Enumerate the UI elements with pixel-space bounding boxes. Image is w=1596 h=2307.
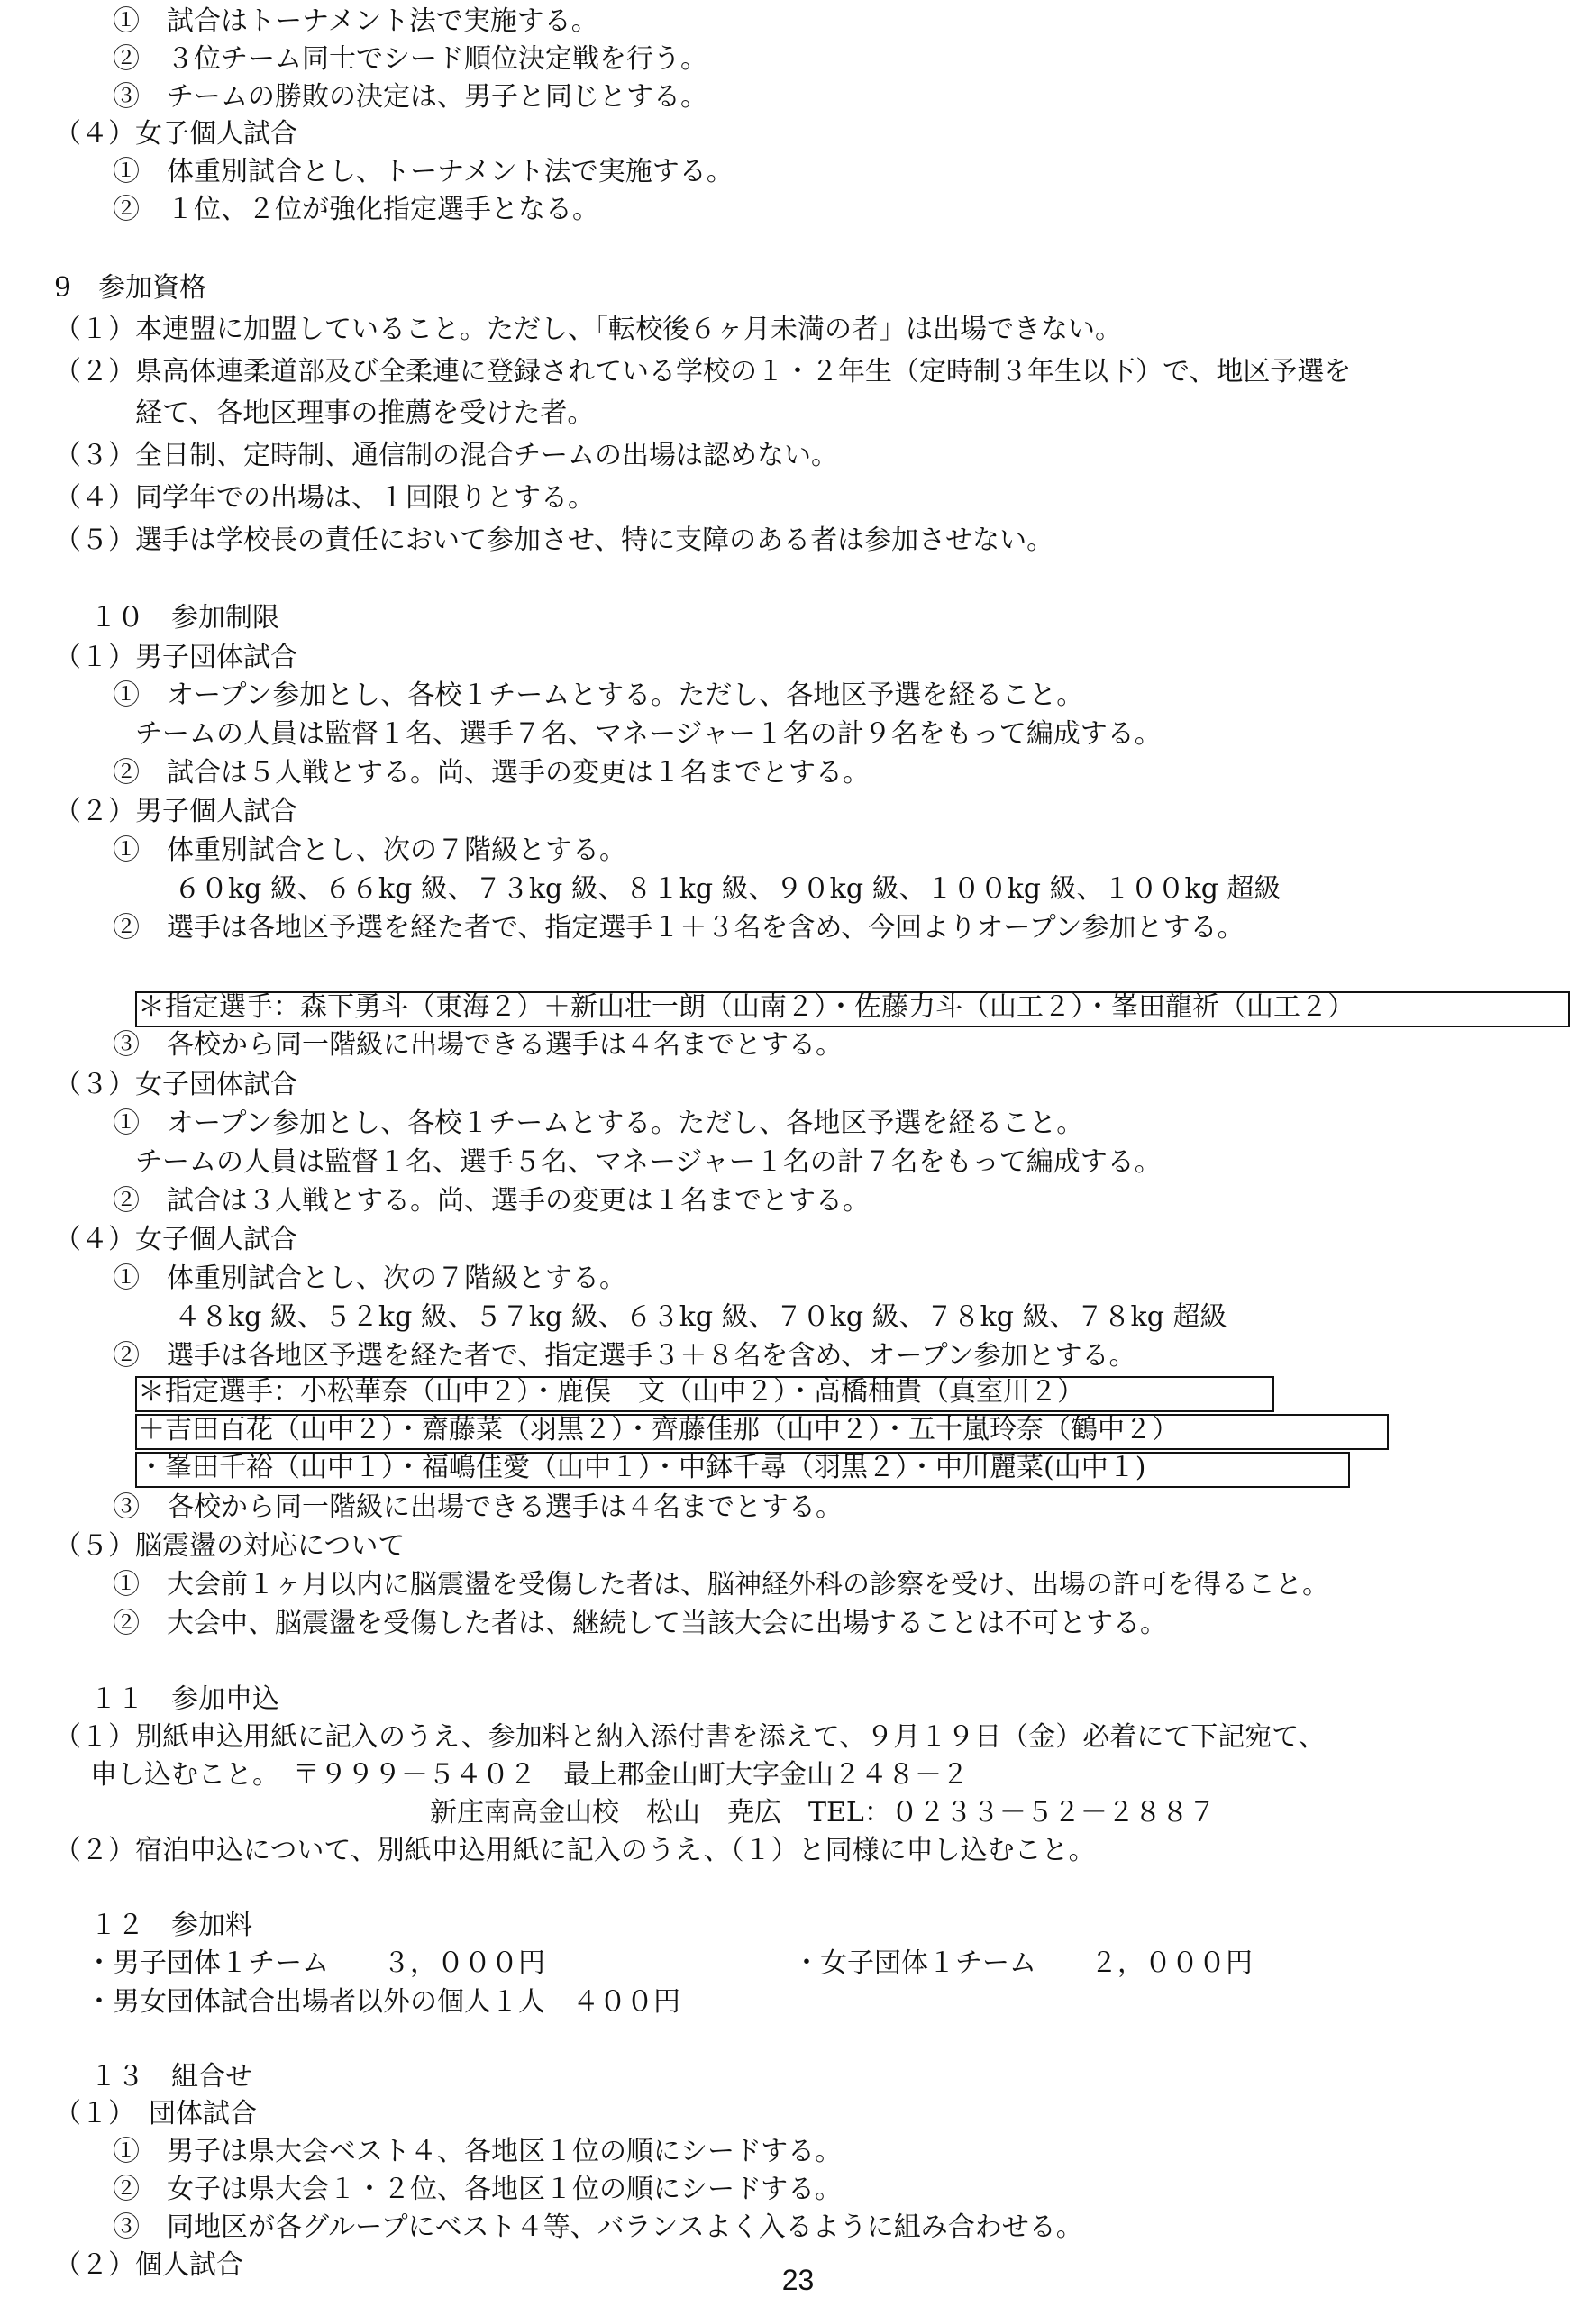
text-line: ③ 同地区が各グループにベスト４等、バランスよく入るように組み合わせる。 (113, 2211, 1083, 2243)
text-line: ② 女子は県大会１・２位、各地区１位の順にシードする。 (113, 2174, 843, 2205)
subsection-heading: （３）女子団体試合 (54, 1069, 297, 1100)
text-line: ① オープン参加とし、各校１チームとする。ただし、各地区予選を経ること。 (113, 1108, 1084, 1139)
text-line: （２）県高体連柔道部及び全柔連に登録されている学校の１・２年生（定時制３年生以下）で、地区予選を (54, 356, 1352, 388)
text-line: ① 男子は県大会ベスト４、各地区１位の順にシードする。 (113, 2136, 843, 2167)
text-line: ② ３位チーム同士でシード順位決定戦を行う。 (113, 43, 707, 75)
text-line: 申し込むこと。 〒９９９－５４０２ 最上郡金山町大字金山２４８－２ (90, 1759, 969, 1791)
text-line: ② １位、２位が強化指定選手となる。 (113, 194, 599, 225)
section-heading: 9 参加資格 (54, 272, 207, 304)
text-line: ① 体重別試合とし、次の７階級とする。 (113, 834, 626, 866)
subsection-heading: （４）女子個人試合 (54, 118, 297, 150)
section-heading: １２ 参加料 (90, 1910, 252, 1941)
weight-classes-women: ４８kg 級、５２kg 級、５７kg 級、６３kg 級、７０kg 級、７８kg 級、７８kg 超級 (174, 1301, 1227, 1333)
text-line: （５）選手は学校長の責任において参加させ、特に支障のある者は参加させない。 (54, 524, 1054, 556)
subsection-heading: （４）女子個人試合 (54, 1224, 297, 1255)
fee-item: ・男女団体試合出場者以外の個人１人 ４００円 (86, 1986, 680, 2018)
text-line: チームの人員は監督１名、選手７名、マネージャー１名の計９名をもって編成する。 (135, 718, 1162, 750)
subsection-heading: （１） 団体試合 (54, 2098, 257, 2129)
subsection-heading: （２）個人試合 (54, 2249, 243, 2281)
section-heading: １０ 参加制限 (90, 602, 279, 634)
text-line: ① 体重別試合とし、次の７階級とする。 (113, 1263, 626, 1294)
text-line: ① 体重別試合とし、トーナメント法で実施する。 (113, 156, 734, 187)
subsection-heading: （５）脳震盪の対応について (54, 1530, 406, 1562)
text-line: （１）別紙申込用紙に記入のうえ、参加料と納入添付書を添えて、９月１９日（金）必着にて下記宛て、 (54, 1721, 1326, 1753)
text-line: （１）本連盟に加盟していること。ただし、「転校後６ヶ月未満の者」は出場できない。 (54, 314, 1122, 345)
designated-players-women: ＊指定選手：小松華奈（山中２）・鹿俣 文（山中２）・高橋柚貴（真室川２） (138, 1376, 1084, 1408)
text-line: （２）宿泊申込について、別紙申込用紙に記入のうえ、（１）と同様に申し込むこと。 (54, 1835, 1096, 1866)
designated-players-men: ＊指定選手：森下勇斗（東海２）＋新山壮一朗（山南２）・佐藤力斗（山工２）・峯田龍祈（山工２） (138, 991, 1354, 1023)
text-line: （３）全日制、定時制、通信制の混合チームの出場は認めない。 (54, 440, 838, 471)
text-line: ① 試合はトーナメント法で実施する。 (113, 5, 598, 37)
text-line: ② 選手は各地区予選を経た者で、指定選手１＋３名を含め、今回よりオープン参加とする。 (113, 912, 1245, 944)
designated-players-women: ＋吉田百花（山中２）・齋藤菜（羽黒２）・齊藤佳那（山中２）・五十嵐玲奈（鶴中２） (138, 1414, 1179, 1445)
subsection-heading: （２）男子個人試合 (54, 796, 297, 827)
text-line: ① 大会前１ヶ月以内に脳震盪を受傷した者は、脳神経外科の診察を受け、出場の許可を得ること。 (113, 1569, 1329, 1600)
weight-classes-men: ６０kg 級、６６kg 級、７３kg 級、８１kg 級、９０kg 級、１００kg 級、１００kg 超級 (174, 873, 1281, 905)
text-line: ③ 各校から同一階級に出場できる選手は４名までとする。 (113, 1491, 843, 1523)
text-line: ② 大会中、脳震盪を受傷した者は、継続して当該大会に出場することは不可とする。 (113, 1608, 1167, 1639)
text-line: ② 試合は３人戦とする。尚、選手の変更は１名までとする。 (113, 1185, 870, 1217)
text-line: 経て、各地区理事の推薦を受けた者。 (135, 397, 595, 429)
text-line: ② 試合は５人戦とする。尚、選手の変更は１名までとする。 (113, 757, 870, 789)
subsection-heading: （１）男子団体試合 (54, 642, 297, 673)
text-line: ③ チームの勝敗の決定は、男子と同じとする。 (113, 81, 707, 113)
text-line: （４）同学年での出場は、１回限りとする。 (54, 482, 595, 514)
text-line: チームの人員は監督１名、選手５名、マネージャー１名の計７名をもって編成する。 (135, 1146, 1162, 1178)
text-line: ③ 各校から同一階級に出場できる選手は４名までとする。 (113, 1029, 843, 1061)
section-heading: １１ 参加申込 (90, 1683, 279, 1715)
text-line: ① オープン参加とし、各校１チームとする。ただし、各地区予選を経ること。 (113, 679, 1084, 711)
designated-players-women: ・峯田千裕（山中１）・福嶋佳愛（山中１）・中鉢千尋（羽黒２）・中川麗菜(山中１) (138, 1452, 1146, 1483)
fee-item: ・男子団体１チーム ３，０００円 (86, 1947, 545, 1979)
fee-item: ・女子団体１チーム ２，０００円 (793, 1947, 1253, 1979)
section-heading: １３ 組合せ (90, 2061, 252, 2093)
text-line: ② 選手は各地区予選を経た者で、指定選手３＋８名を含め、オープン参加とする。 (113, 1340, 1136, 1372)
page-number: 23 (781, 2264, 815, 2296)
contact-address: 新庄南高金山校 松山 尭広 TEL：０２３３－５２－２８８７ (430, 1797, 1216, 1828)
